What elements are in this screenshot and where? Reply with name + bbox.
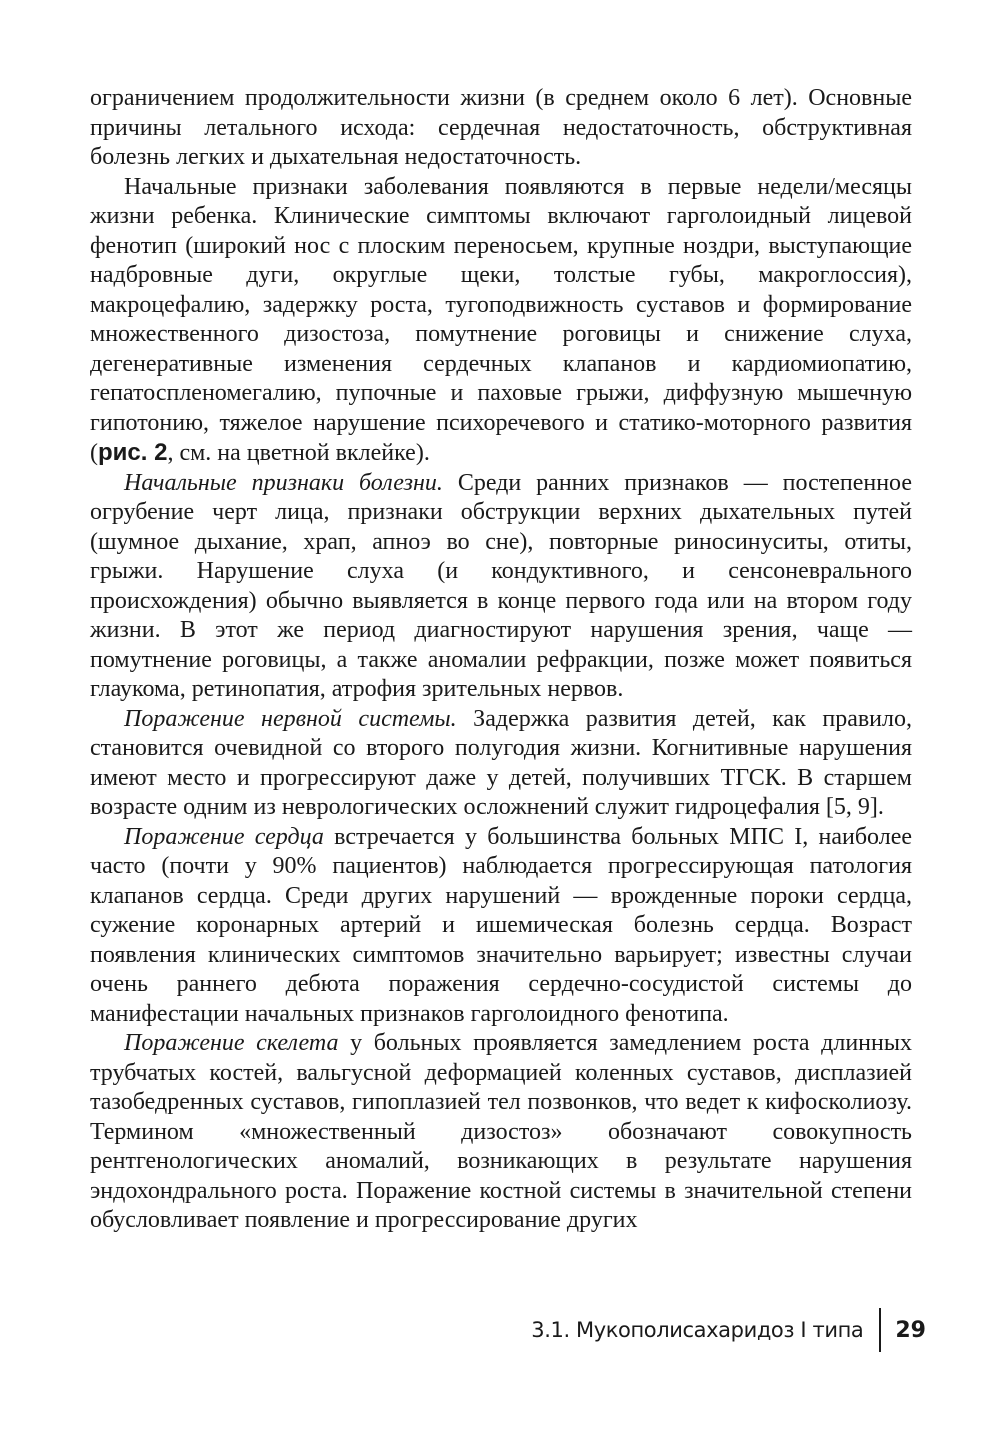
paragraph-4-heading: Поражение нервной системы. bbox=[124, 705, 457, 732]
paragraph-6 bbox=[90, 1029, 912, 1236]
paragraph-1-text: ограничением продолжительности жизни (в среднем около 6 лет). Основные причины летального исхода: сердечная недостаточность, обструктивная болезнь легких и дыхательная недостаточность. bbox=[90, 85, 912, 170]
paragraph-3-heading: Начальные признаки болезни. bbox=[124, 469, 443, 496]
paragraph-1 bbox=[90, 84, 912, 173]
paragraph-5-text: встречается у большинства больных МПС I, наиболее часто (почти у 90% пациентов) наблюдается прогрессирующая патология клапанов сердца. Среди других нарушений — врожденные пороки сердца, сужение коронарных артерий и ишемическая болезнь сердца. Возраст появления клинических симптомов значительно варьирует; известны случаи очень раннего дебюта поражения сердечно-сосудистой системы до манифестации начальных признаков гарголоидного фенотипа. bbox=[90, 823, 913, 1027]
paragraph-3-text: Среди ранних признаков — постепенное огрубение черт лица, признаки обструкции верхних дыхательных путей (шумное дыхание, храп, апноэ во сне), повторные риносинуситы, отиты, грыжи. Нарушение слуха (и кондуктивного, и сенсоневрального происхождения) обычно выявляется в конце первого года или на втором году жизни. В этот же период диагностируют нарушения зрения, чаще — помутнение роговицы, а также аномалии рефракции, позже может появиться глаукома, ретинопатия, атрофия зрительных нервов. bbox=[90, 469, 913, 702]
figure-reference: рис. 2 bbox=[98, 439, 168, 466]
paragraph-5-heading: Поражение сердца bbox=[124, 823, 324, 850]
page-number: 29 bbox=[895, 1317, 926, 1343]
footer-divider bbox=[879, 1308, 881, 1352]
paragraph-2 bbox=[90, 173, 912, 469]
paragraph-2-tail: , см. на цветной вклейке). bbox=[167, 440, 430, 466]
running-section-title: 3.1. Мукополисахаридоз I типа bbox=[531, 1318, 864, 1342]
paragraph-3 bbox=[90, 469, 912, 705]
paragraph-4 bbox=[90, 705, 912, 823]
paragraph-4-text: Задержка развития детей, как правило, становится очевидной со второго полугодия жизни. Когнитивные нарушения имеют место и прогрессируют даже у детей, получивших ТГСК. В старшем возрасте одним из неврологических осложнений служит гидроцефалия [5, 9]. bbox=[90, 705, 912, 820]
paragraph-2-text: Начальные признаки заболевания появляются в первые недели/месяцы жизни ребенка. Клинические симптомы включают гарголоидный лицевой фенотип (широкий нос с плоским переносьем, крупные ноздри, выступающие надбровные дуги, округлые щеки, толстые губы, макроглоссия), макроцефалию, задержку роста, тугоподвижность суставов и формирование множественного дизостоза, помутнение роговицы и снижение слуха, дегенеративные изменения сердечных клапанов и кардиомиопатию, гепатоспленомегалию, пупочные и паховые грыжи, диффузную мышечную гипотонию, тяжелое нарушение психоречевого и статико-моторного развития ( bbox=[90, 173, 912, 466]
paragraph-6-text: у больных проявляется замедлением роста длинных трубчатых костей, вальгусной деформацией коленных суставов, дисплазией тазобедренных суставов, гипоплазией тел позвонков, что ведет к кифосколиозу. Термином «множественный дизостоз» обозначают совокупность рентгенологических аномалий, возникающих в результате нарушения эндохондрального роста. Поражение костной системы в значительной степени обусловливает появление и прогрессирование других bbox=[90, 1030, 912, 1233]
paragraph-5 bbox=[90, 823, 912, 1030]
paragraph-6-heading: Поражение скелета bbox=[124, 1030, 339, 1056]
page-footer bbox=[531, 1308, 926, 1352]
body-text bbox=[90, 84, 912, 1236]
